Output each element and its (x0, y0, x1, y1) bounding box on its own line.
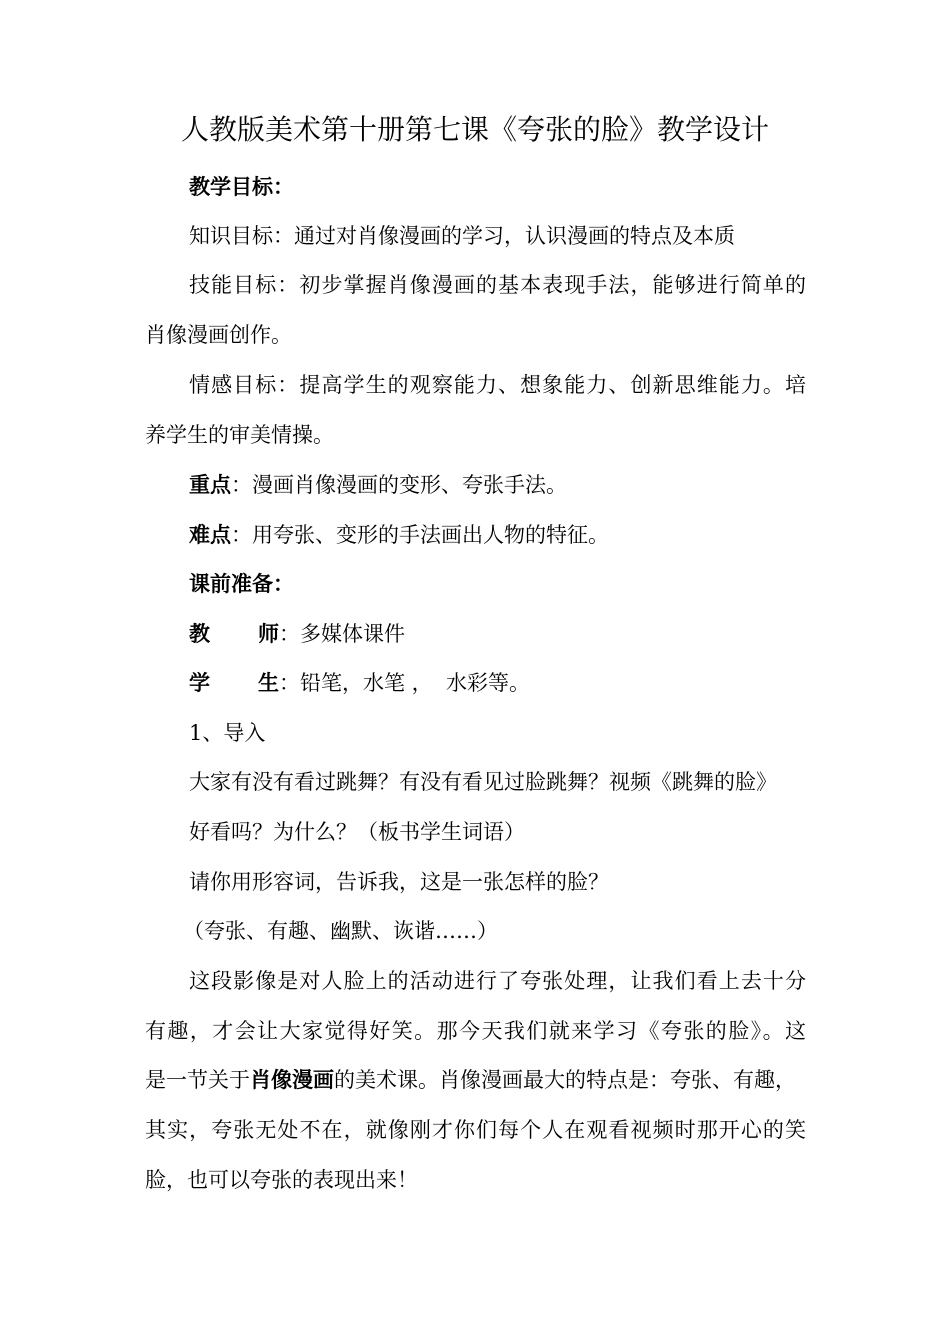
knowledge-goal: 知识目标：通过对肖像漫画的学习，认识漫画的特点及本质 (189, 224, 735, 248)
difficulty (189, 520, 609, 550)
emotion-goal-text-1: 情感目标：提高学生的观察能力、想象能力、创新思维能力。培 (189, 373, 806, 397)
paragraph-4: （夸张、有趣、幽默、诙谐……） (183, 919, 498, 943)
paragraph-5-text-3-bold: 肖像漫画 (250, 1068, 334, 1092)
emotion-goal-line-1 (189, 370, 806, 400)
paragraph-5-line-3 (145, 1065, 796, 1095)
difficulty-text: ：用夸张、变形的手法画出人物的特征。 (231, 523, 609, 547)
prep-heading: 课前准备： (189, 572, 294, 596)
objectives-heading: 教学目标： (189, 175, 294, 199)
document-title: 人教版美术第十册第七课《夸张的脸》教学设计 (180, 113, 769, 146)
paragraph-2: 好看吗？为什么？（板书学生词语） (189, 820, 525, 844)
emotion-goal-line-2: 养学生的审美情操。 (145, 423, 334, 447)
skill-goal-line-1 (189, 270, 806, 300)
paragraph-5-text-2: 有趣，才会让大家觉得好笑。那今天我们就来学习《夸张的脸》。这 (145, 1019, 806, 1043)
teacher-prep-label: 教师 (189, 622, 279, 646)
difficulty-label: 难点 (189, 523, 231, 547)
paragraph-5-line-2 (145, 1016, 806, 1046)
paragraph-5-text-4: 其实，夸张无处不在，就像刚才你们每个人在观看视频时那开心的笑 (145, 1118, 806, 1142)
skill-goal-line-2: 肖像漫画创作。 (145, 323, 292, 347)
student-prep-text: ：铅笔，水笔 ， 水彩等。 (279, 671, 531, 695)
teacher-prep (189, 619, 405, 649)
paragraph-5-line-1 (189, 966, 806, 996)
teacher-prep-text: ：多媒体课件 (279, 622, 405, 646)
student-prep-label: 学生 (189, 671, 279, 695)
paragraph-5-line-4 (145, 1115, 806, 1145)
paragraph-3: 请你用形容词，告诉我，这是一张怎样的脸？ (189, 870, 609, 894)
student-prep (189, 668, 530, 698)
skill-goal-text-1: 技能目标：初步掌握肖像漫画的基本表现手法，能够进行简单的 (189, 273, 806, 297)
paragraph-5-line-5: 脸，也可以夸张的表现出来！ (145, 1168, 418, 1192)
paragraph-5-text-3a: 是一节关于 (145, 1068, 250, 1092)
paragraph-5-text-1: 这段影像是对人脸上的活动进行了夸张处理，让我们看上去十分 (189, 969, 806, 993)
key-point (189, 470, 567, 500)
key-point-text: ：漫画肖像漫画的变形、夸张手法。 (231, 473, 567, 497)
section-intro-heading: 1、导入 (189, 721, 266, 745)
paragraph-1: 大家有没有看过跳舞？有没有看见过脸跳舞？视频《跳舞的脸》 (189, 770, 777, 794)
paragraph-5-text-3b: 的美术课。肖像漫画最大的特点是：夸张、有趣， (334, 1068, 796, 1092)
key-point-label: 重点 (189, 473, 231, 497)
